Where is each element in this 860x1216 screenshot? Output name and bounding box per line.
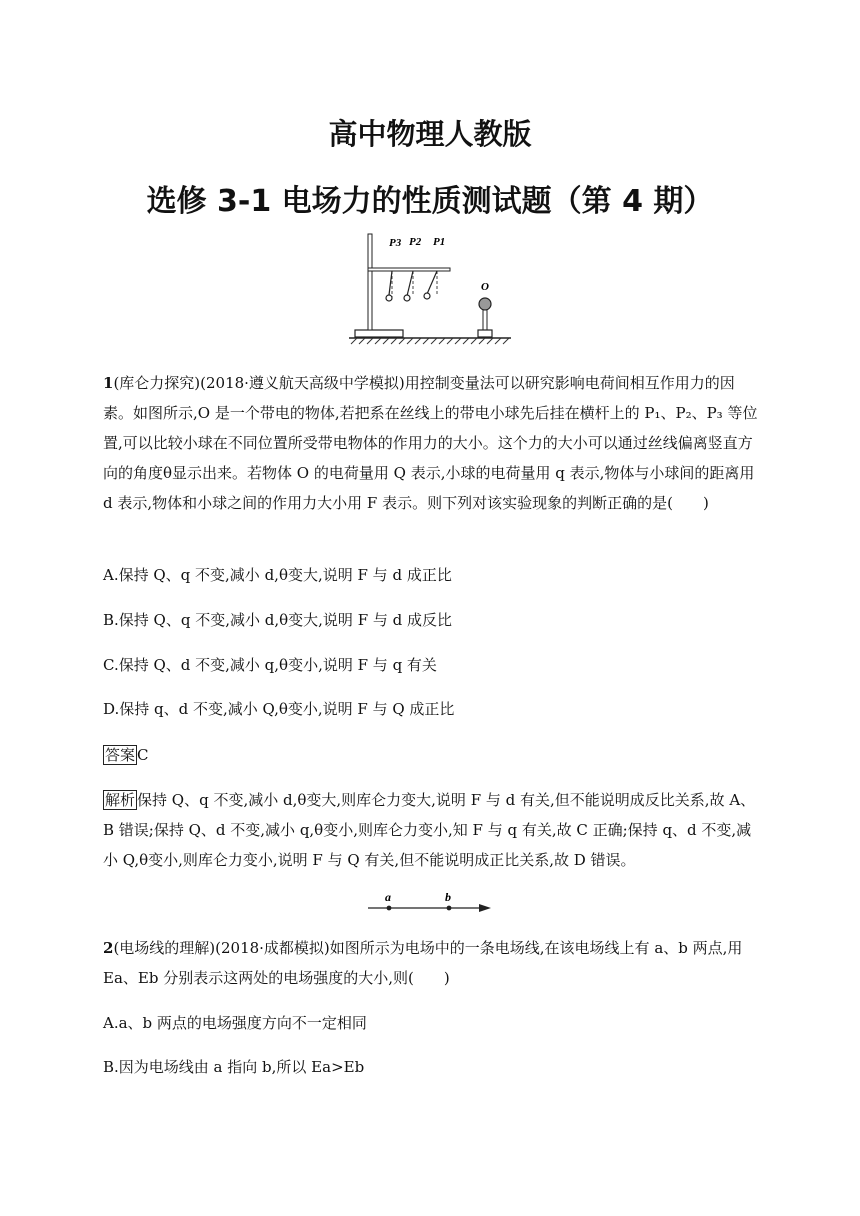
answer-value: C	[137, 746, 149, 764]
label-p1: P1	[433, 236, 446, 248]
label-p3: P3	[389, 237, 402, 249]
answer-tag: 答案	[105, 746, 136, 764]
q1-option-c: C.保持 Q、d 不变,减小 q,θ变小,说明 F 与 q 有关	[103, 656, 437, 674]
q1-answer	[103, 740, 763, 770]
label-object-o: O	[481, 281, 489, 293]
q2-option-b: B.因为电场线由 a 指向 b,所以 Ea>Eb	[103, 1058, 365, 1076]
q1-analysis: 解析 保持 Q、q 不变,减小 d,θ变大,则库仑力变大,说明 F 与 d 有关,但不能说明成反比关系,故 A、B 错误;保持 Q、d 不变,减小 q,θ变小,则库仑力变小,知 F 与 q 有关,故 C 正确;保持 q、d 不变,减小 Q,θ变小,则库仑力变小,说明 F 与 Q 有关,但不能说明成正比关系,故 D 错误。	[103, 791, 756, 869]
coulomb-apparatus-figure	[345, 226, 515, 346]
field-line-figure	[365, 890, 495, 920]
q1-option-d: D.保持 q、d 不变,减小 Q,θ变小,说明 F 与 Q 成正比	[103, 700, 455, 718]
question-1-number: 1	[103, 374, 114, 392]
question-1-stem: 1(库仑力探究)(2018·遵义航天高级中学模拟)用控制变量法可以研究影响电荷间相互作用力的因素。如图所示,O 是一个带电的物体,若把系在丝线上的带电小球先后挂在横杆上的 P₁、P₂、P₃ 等位置,可以比较小球在不同位置所受带电物体的作用力的大小。这个力的大小可以通过丝线偏离竖直方向的角度θ显示出来。若物体 O 的电荷量用 Q 表示,小球的电荷量用 q 表示,物体与小球间的距离用 d 表示,物体和小球之间的作用力大小用 F 表示。则下列对该实验现象的判断正确的是( )	[103, 374, 758, 512]
q1-option-b: B.保持 Q、q 不变,减小 d,θ变大,说明 F 与 d 成反比	[103, 611, 453, 629]
document-title: 高中物理人教版	[328, 117, 532, 151]
question-2-stem: 2(电场线的理解)(2018·成都模拟)如图所示为电场中的一条电场线,在该电场线上有 a、b 两点,用 Ea、Eb 分别表示这两处的电场强度的大小,则( )	[103, 939, 743, 987]
analysis-tag: 解析	[105, 791, 136, 809]
question-2-number: 2	[103, 939, 114, 957]
q1-option-a: A.保持 Q、q 不变,减小 d,θ变大,说明 F 与 d 成正比	[103, 566, 452, 584]
q2-option-a: A.a、b 两点的电场强度方向不一定相同	[103, 1014, 367, 1032]
label-p2: P2	[409, 236, 422, 248]
document-subtitle: 选修 3-1 电场力的性质测试题（第 4 期）	[146, 184, 714, 219]
label-b: b	[445, 890, 451, 904]
label-a: a	[385, 890, 391, 904]
